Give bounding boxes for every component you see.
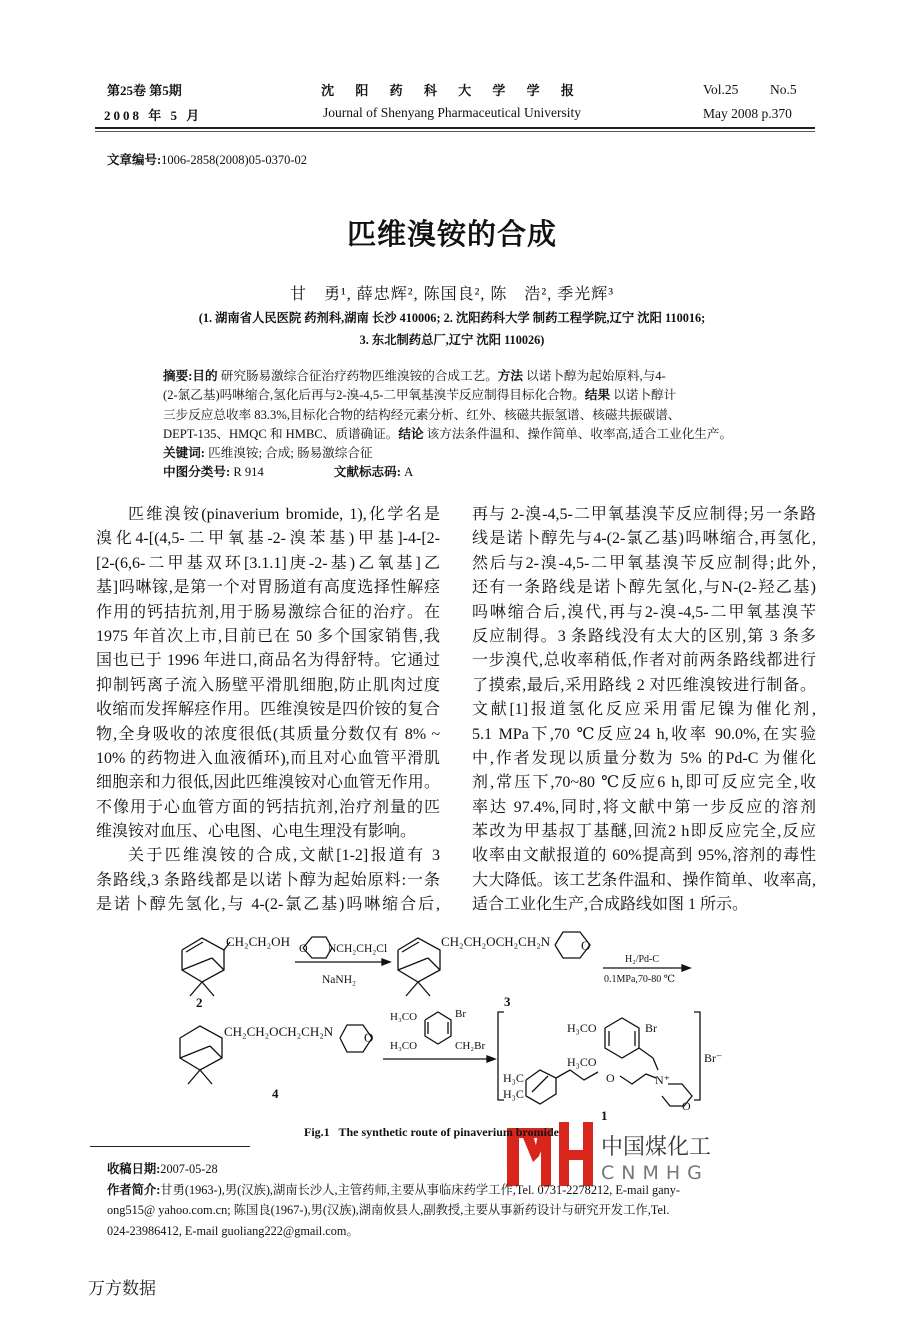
- body-line: 物,全身吸收的浓度很低(其质量分数仅有 8% ~: [96, 725, 440, 743]
- received-label: 收稿日期:: [107, 1162, 161, 1176]
- article-number-value: 1006-2858(2008)05-0370-02: [161, 153, 307, 167]
- journal-title-cn: 沈 阳 药 科 大 学 学 报: [321, 83, 583, 98]
- counter-ion: Br⁻: [704, 1051, 723, 1065]
- abstract-label: 摘要:: [163, 369, 193, 383]
- body-line: 反应制得。3 条路线没有太大的区别,第 3 条多: [472, 627, 816, 645]
- watermark-cn: 中国煤化工: [601, 1135, 712, 1160]
- product-methyl-2: H₃C: [503, 1087, 524, 1101]
- body-line: 10% 的药物进入血液循环),而且对心血管平滑肌: [96, 749, 440, 767]
- reagent-bromomethyl: CH₂Br: [455, 1040, 486, 1052]
- compound-3-label: 3: [504, 994, 511, 1009]
- received-date: 2007-05-28: [160, 1162, 218, 1176]
- body-line: [2-(6,6-二甲基双环[3.1.1]庚-2-基)乙氧基]乙: [96, 554, 440, 572]
- article-number-label: 文章编号:: [107, 153, 162, 167]
- footnotes: [107, 1159, 817, 1241]
- volume-en: Vol.25: [703, 82, 739, 97]
- body-line: 吗啉缩合后,溴代,再与2-溴-4,5-二甲氧基溴苄: [472, 603, 816, 621]
- abstract-text: DEPT-135、HMQC 和 HMBC、质谱确证。: [163, 426, 399, 441]
- compound-2-label: 2: [196, 995, 203, 1010]
- body-line: 一步溴代,总收率稍低,作者对前两条路线都进行: [472, 652, 816, 670]
- abstract-text: 研究肠易激综合征治疗药物匹维溴铵的合成工艺。: [217, 369, 498, 383]
- watermark-en: CNMHG: [601, 1162, 709, 1184]
- compound-4-chain: CH₂CH₂OCH₂CH₂N: [224, 1024, 334, 1039]
- paper-title: 匹维溴铵的合成: [346, 219, 557, 251]
- compound-2-structure: [182, 938, 230, 996]
- reagent-chloroethyl: NCH₂CH₂Cl: [328, 943, 388, 955]
- body-line: 收缩而发挥解痉作用。匹维溴铵是四价铵的复合: [96, 701, 440, 719]
- reagent-methoxy-1: H₃CO: [390, 1011, 418, 1023]
- date-page: May 2008 p.370: [703, 106, 792, 121]
- bio-label: 作者简介:: [107, 1182, 161, 1197]
- body-line: 1975 年首次上市,目前已在 50 多个国家销售,我: [96, 627, 440, 645]
- body-line: 溴化4-[(4,5-二甲氧基-2-溴苯基)甲基]-4-[2-: [96, 530, 440, 548]
- body-line: 苯改为甲基叔丁基醚,回流2 h即反应完全,反应: [472, 823, 816, 841]
- reagent-bromo: Br: [455, 1008, 466, 1020]
- figure-caption: Fig.1 The synthetic route of pinaverium bromide: [304, 1125, 559, 1139]
- body-line: 文献[1]报道氢化反应采用雷尼镍为催化剂,: [472, 701, 816, 719]
- product-morpholine-oxygen: O: [682, 1099, 691, 1113]
- step2-conditions: 0.1MPa,70-80 ℃: [604, 974, 675, 985]
- body-line: 还有一条路线是诺卜醇先氢化,与N-(2-羟乙基): [472, 579, 816, 597]
- abstract-text: 以诺卜醇计: [610, 388, 677, 403]
- clc-label: 中图分类号:: [163, 465, 231, 480]
- body-line: 维溴铵对血压、心电图、心电生理没有影响。: [96, 823, 417, 841]
- body-line: 作用的钙拮抗剂,用于肠易激综合征的治疗。在: [96, 603, 440, 621]
- doc-code-label: 文献标志码:: [333, 465, 401, 480]
- journal-title-en: Journal of Shenyang Pharmaceutical University: [323, 105, 581, 120]
- affiliation-line-1: (1. 湖南省人民医院 药剂科,湖南 长沙 410006; 2. 沈阳药科大学 制药工程学院,辽宁 沈阳 110016;: [198, 311, 706, 325]
- abstract-text: 三步反应总收率 83.3%,目标化合物的结构经元素分析、红外、核磁共振氢谱、核磁共振碳谱、: [163, 407, 681, 422]
- product-methoxy-2: H₃CO: [567, 1055, 597, 1069]
- body-line: 抑制钙离子流入肠壁平滑肌细胞,防止肌肉过度: [96, 676, 440, 694]
- compound-3-chain: CH₂CH₂OCH₂CH₂N: [441, 934, 551, 949]
- source-mark: 万方数据: [88, 1279, 156, 1299]
- product-methyl-1: H₃C: [503, 1071, 524, 1085]
- body-line: 收率由文献报道的 60%提高到 95%,溶剂的毒性: [472, 847, 816, 865]
- product-methoxy-1: H₃CO: [567, 1021, 597, 1035]
- body-line: 中,作者发现以质量分数为 5% 的Pd-C 为催化: [472, 749, 816, 767]
- reagent-methoxy-2: H₃CO: [390, 1040, 418, 1052]
- product-ether-oxygen: O: [606, 1071, 615, 1085]
- objective-label: 目的: [192, 369, 218, 383]
- body-line: 细胞亲和力很低,因此匹维溴铵对心血管无作用。: [96, 774, 440, 792]
- body-line: 5.1 MPa下,70 ℃反应24 h,收率 90.0%,在实验: [472, 725, 816, 743]
- abstract-text: 该方法条件温和、操作简单、收率高,适合工业化生产。: [423, 426, 733, 441]
- body-line: 基]吗啉镓,是第一个对胃肠道有高度选择性解痉: [96, 579, 440, 597]
- bio-text: 甘勇(1963-),男(汉族),湖南长沙人,主管药师,主要从事临床药学工作,Tel. 0731-2278212, E-mail gany-: [160, 1182, 680, 1197]
- body-line: 国也已于 1996 年进口,商品名为得舒特。它通过: [96, 652, 440, 670]
- compound-3-oxygen: O: [581, 938, 591, 953]
- body-line: 线是诺卜醇先与4-(2-氯乙基)吗啉缩合,再氢化,: [472, 530, 816, 548]
- body-line: 匹维溴铵(pinaverium bromide, 1),化学名是: [128, 506, 440, 523]
- keywords-label: 关键词:: [163, 446, 205, 461]
- product-ammonium: N⁺: [655, 1073, 670, 1087]
- keywords: 匹维溴铵; 合成; 肠易激综合征: [204, 446, 373, 461]
- body-line: 剂,常压下,70~80 ℃反应6 h,即可反应完全,收: [472, 774, 816, 792]
- affiliation-line-2: 3. 东北制药总厂,辽宁 沈阳 110026): [359, 333, 545, 347]
- compound-4-oxygen: O: [364, 1030, 374, 1045]
- step2-reagent: H₂/Pd-C: [625, 954, 660, 965]
- volume-issue: 第25卷 第5期: [107, 83, 182, 98]
- bio-text: 024-23986412, E-mail guoliang222@gmail.com。: [107, 1223, 359, 1238]
- authors: 甘 勇¹, 薛忠辉², 陈国良², 陈 浩², 季光辉³: [290, 286, 614, 303]
- body-line: 了摸索,最后,采用路线 2 对匹维溴铵进行制备。: [472, 676, 816, 694]
- methods-label: 方法: [497, 369, 523, 383]
- compound-4-label: 4: [272, 1086, 279, 1101]
- reagent-oxygen: O: [299, 941, 308, 955]
- body-line: 适合工业化生产,合成路线如图 1 所示。: [472, 896, 749, 914]
- benzyl-bromide-structure: [425, 1012, 451, 1044]
- clc-number: R 914: [230, 465, 264, 480]
- body-line: 是诺卜醇先氢化,与 4-(2-氯乙基)吗啉缩合后,: [96, 896, 440, 914]
- results-label: 结果: [584, 388, 611, 403]
- body-line: 条路线,3 条路线都是以诺卜醇为起始原料:一条: [96, 871, 440, 889]
- body-line: 然后与2-溴-4,5-二甲氧基溴苄反应制得;此外,: [472, 554, 816, 572]
- bio-text: ong515@ yahoo.com.cn; 陈国良(1967-),男(汉族),湖南攸县人,副教授,主要从事新药设计与研究开发工作,Tel.: [107, 1203, 670, 1217]
- compound-1-structure: [498, 1012, 700, 1106]
- compound-2-chain: CH₂CH₂OH: [226, 934, 290, 949]
- product-bromo: Br: [645, 1021, 657, 1035]
- number-en: No.5: [770, 82, 797, 97]
- doc-code: A: [400, 465, 414, 480]
- abstract-text: (2-氯乙基)吗啉缩合,氢化后再与2-溴-4,5-二甲氧基溴苄反应制得目标化合物。: [163, 388, 585, 403]
- reagent-base: NaNH₂: [322, 974, 357, 986]
- body-line: 关于匹维溴铵的合成,文献[1-2]报道有 3: [128, 847, 440, 865]
- body-line: 大大降低。该工艺条件温和、操作简单、收率高,: [472, 871, 816, 889]
- body-line: 率达 97.4%,同时,将文献中第一步反应的溶剂: [472, 798, 816, 816]
- conclusion-label: 结论: [398, 426, 424, 441]
- abstract-text: 以诺卜醇为起始原料,与4-: [522, 369, 666, 383]
- issue-date-cn: 2008 年 5 月: [104, 108, 203, 123]
- body-line: 再与 2-溴-4,5-二甲氧基溴苄反应制得;另一条路: [472, 506, 816, 523]
- body-line: 不像用于心血管方面的钙拮抗剂,治疗剂量的匹: [96, 798, 440, 816]
- compound-1-label: 1: [601, 1108, 608, 1123]
